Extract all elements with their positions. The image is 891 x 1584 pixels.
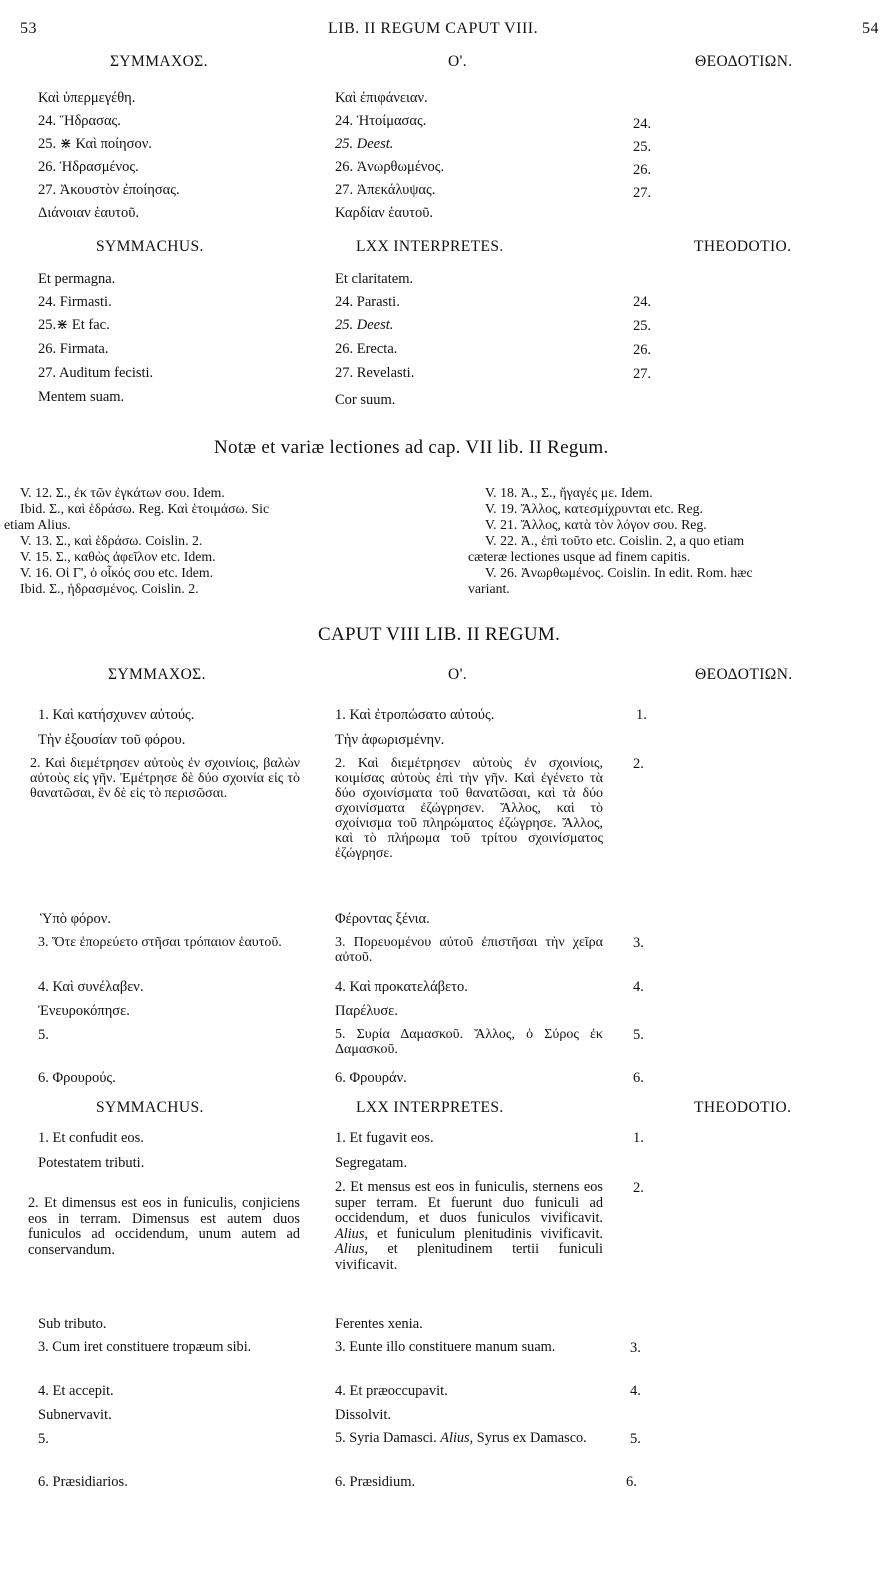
running-head: LIB. II REGUM CAPUT VIII. [328,20,539,37]
top-lxx-lat-line: 26. Erecta. [335,341,398,357]
top-sym-line: Καὶ ὑπερμεγέθη. [38,90,136,106]
ch-l-theo: 5. [630,1431,641,1447]
col-head-lxx-latin: LXX INTERPRETES. [356,238,504,255]
top-theo-line: 26. [633,162,652,178]
ch-g-sym: Τὴν ἐξουσίαν τοῦ φόρου. [38,732,186,748]
ch-l-lxx-text: , Syrus ex Damasco. [469,1430,587,1446]
top-sym-lat-line: 27. Auditum fecisti. [38,365,154,381]
ch-l-lxx: 6. Præsidium. [335,1474,416,1490]
note-right-line: V. 22. Ἀ., ἐπὶ τοῦτο etc. Coislin. 2, a quo etiam [485,533,745,548]
col-head-symmachus-latin: SYMMACHUS. [96,238,204,255]
ch-g-lxx: 1. Καὶ ἐτροπώσατο αὐτούς. [335,707,495,723]
ch-l-theo: 3. [630,1340,641,1356]
ch-g-theo: 6. [633,1070,644,1086]
top-sym-line: Διάνοιαν ἑαυτοῦ. [38,205,140,221]
col-head-theodotio-latin: THEODOTIO. [694,238,792,255]
ch-g-lxx: Παρέλυσε. [335,1003,398,1019]
top-sym-lat-line: Et permagna. [38,271,116,287]
ch-l-lxx: 4. Et præoccupavit. [335,1383,448,1399]
ch-g-theo: 3. [633,935,644,951]
col-head-lxx-greek: Ο'. [448,53,468,70]
ch-l-sym: Potestatem tributi. [38,1155,145,1171]
ch-g-sym: 4. Καὶ συνέλαβεν. [38,979,144,995]
ch-head-lxx-greek: Ο'. [448,666,468,683]
col-head-theodotion-greek: ΘΕΟΔΟΤΙΩΝ. [695,53,793,70]
top-lxx-line: 26. Ἀνωρθωμένος. [335,159,445,175]
ch-g-sym: Ὑπὸ φόρον. [40,911,111,927]
top-sym-line: 26. Ἡδρασμένος. [38,159,139,175]
ch-l-sym: Subnervavit. [38,1407,112,1423]
ch-head-lxx-latin: LXX INTERPRETES. [356,1099,504,1116]
ch-l-sym: 4. Et accepit. [38,1383,114,1399]
ch-g-sym: 6. Φρουρούς. [38,1070,116,1086]
ch-l-sym-para: 3. Cum iret constituere tropæum sibi. [38,1339,252,1355]
top-lxx-lat-line: Et claritatem. [335,271,414,287]
ch-g-lxx: Φέροντας ξένια. [335,911,430,927]
top-sym-lat-line: 24. Firmasti. [38,294,112,310]
ch-g-lxx-para: 5. Συρία Δαμασκοῦ. Ἄλλος, ὁ Σύρος ἐκ Δαμασκοῦ. [335,1027,603,1057]
top-theo-line: 25. [633,139,652,155]
page-number-right: 54 [862,20,879,37]
col-head-symmachus-greek: ΣΥΜΜΑΧΟΣ. [110,53,208,70]
ch-l-lxx-alius: Alius [335,1241,365,1257]
ch-l-lxx: Ferentes xenia. [335,1316,423,1332]
note-left-line: etiam Alius. [4,517,71,532]
ch-l-lxx: Dissolvit. [335,1407,391,1423]
ch-g-lxx-para: 3. Πορευομένου αὐτοῦ ἐπιστῆσαι τὴν χεῖρα αὐτοῦ. [335,935,603,965]
note-right-line: variant. [468,581,510,596]
top-lxx-line: Καρδίαν ἑαυτοῦ. [335,205,434,221]
note-right-line: V. 21. Ἄλλος, κατὰ τὸν λόγον σου. Reg. [485,517,707,532]
note-left-line: V. 12. Σ., ἐκ τῶν ἐγκάτων σου. Idem. [20,485,225,500]
ch-l-sym: 6. Præsidiarios. [38,1474,128,1490]
top-sym-lat-line: 25.⋇ Et fac. [38,317,110,333]
page-number-left: 53 [20,20,37,37]
ch-l-lxx-text: 2. Et mensus est eos in funiculis, sternens eos super terram. Et fuerunt duo funiculi ad occidendum, et duos funiculos vivificavit. [335,1179,603,1226]
ch-l-lxx: 1. Et fugavit eos. [335,1130,434,1146]
note-right-line: V. 26. Ἀνωρθωμένος. Coislin. In edit. Rom. hæc [485,565,753,580]
ch-g-sym-para: 2. Καὶ διεμέτρησεν αὐτοὺς ἐν σχοινίοις, βαλὼν αὐτοὺς εἰς γῆν. Ἐμέτρησε δὲ δύο σχοινία εἰς τὸ θανατῶσαι, ἓν δὲ εἰς τὸ περισῶσαι. [30,756,300,801]
top-lxx-lat-line: Cor suum. [335,392,396,408]
top-lxx-line: Καὶ ἐπιφάνειαν. [335,90,428,106]
ch-g-theo: 4. [633,979,644,995]
top-sym-lat-line: Mentem suam. [38,389,125,405]
notes-title: Notæ et variæ lectiones ad cap. VII lib. II Regum. [214,437,609,458]
note-left-line: V. 15. Σ., καθὼς ἀφεῖλον etc. Idem. [20,549,216,564]
ch-l-theo: 1. [633,1130,644,1146]
top-theo-line: 24. [633,116,652,132]
top-theo-line: 27. [633,185,652,201]
top-lxx-line: 24. Ἡτοίμασας. [335,113,427,129]
top-sym-line: 25. ⋇ Καὶ ποίησον. [38,136,152,152]
ch-l-lxx-text: 5. Syria Damasci. [335,1430,437,1446]
ch-head-theodotio-latin: THEODOTIO. [694,1099,792,1116]
top-sym-line: 24. Ἥδρασας. [38,113,121,129]
top-lxx-lat-line: 25. Deest. [335,317,394,333]
ch-l-lxx-text: , et plenitudinem tertii funiculi vivificavit. [335,1241,603,1273]
top-lxx-lat-line: 27. Revelasti. [335,365,415,381]
ch-l-lxx-alius: Alius [335,1225,365,1242]
top-theo-lat-line: 26. [633,342,652,358]
ch-l-lxx-para [335,1180,603,1273]
ch-l-theo: 2. [633,1180,644,1196]
ch-l-lxx-text: , et funiculum plenitudinis vivificavit. [364,1225,603,1242]
ch-l-lxx-alius: Alius [440,1430,470,1446]
chapter-title: CAPUT VIII LIB. II REGUM. [318,624,561,645]
ch-g-lxx-para: 2. Καὶ διεμέτρησεν αὐτοὺς ἐν σχοινίοις, κοιμίσας αὐτοὺς ἐπὶ τὴν γῆν. Καὶ ἐγένετο τὰ δύο σχοινίσματα τοῦ θανατῶσαι, καὶ τὰ δύο σχοινίσματα ἐζώγρησεν. Ἄλλος, καὶ τὸ σχοίνισμα τοῦ πληρώματος ἐζώγρησε. Ἄλλος, καὶ τὸ πλήρωμα τοῦ τρίτου σχοινίσματος ἐζώγρησε. [335,756,603,861]
ch-g-sym-para: 3. Ὅτε ἐπορεύετο στῆσαι τρόπαιον ἑαυτοῦ. [38,935,282,950]
top-theo-lat-line: 27. [633,366,652,382]
ch-g-lxx: 4. Καὶ προκατελάβετο. [335,979,468,995]
ch-l-lxx: Segregatam. [335,1155,408,1171]
top-lxx-line: 27. Ἀπεκάλυψας. [335,182,436,198]
top-theo-lat-line: 24. [633,294,652,310]
ch-g-sym: 1. Καὶ κατήσχυνεν αὐτούς. [38,707,195,723]
ch-g-theo: 5. [633,1027,644,1043]
top-sym-lat-line: 26. Firmata. [38,341,109,357]
ch-head-theodotion-greek: ΘΕΟΔΟΤΙΩΝ. [695,666,793,683]
top-lxx-lat-line: 24. Parasti. [335,294,400,310]
ch-l-lxx-para: 3. Eunte illo constituere manum suam. [335,1339,556,1355]
ch-l-lxx-para [335,1431,603,1447]
note-left-line: V. 13. Σ., καὶ ἑδράσω. Coislin. 2. [20,533,203,548]
ch-head-symmachus-latin: SYMMACHUS. [96,1099,204,1116]
ch-g-theo: 2. [633,756,644,772]
top-sym-line: 27. Ἀκουστὸν ἐποίησας. [38,182,180,198]
note-right-line: cæteræ lectiones usque ad finem capitis. [468,549,691,564]
ch-head-symmachus-greek: ΣΥΜΜΑΧΟΣ. [108,666,206,683]
ch-l-sym: Sub tributo. [38,1316,107,1332]
ch-l-sym: 1. Et confudit eos. [38,1130,144,1146]
ch-g-sym: Ἐνευροκόπησε. [38,1003,130,1019]
ch-l-theo: 4. [630,1383,641,1399]
ch-l-theo: 6. [626,1474,637,1490]
ch-l-sym: 5. [38,1431,49,1447]
ch-g-theo: 1. [636,707,647,723]
ch-g-sym: 5. [38,1027,49,1043]
ch-g-lxx: 6. Φρουράν. [335,1070,407,1086]
note-right-line: V. 19. Ἄλλος, κατεσμίχρυνται etc. Reg. [485,501,703,516]
note-right-line: V. 18. Ἀ., Σ., ἤγαγές με. Idem. [485,485,653,500]
top-theo-lat-line: 25. [633,318,652,334]
note-left-line: Ibid. Σ., ἡδρασμένος. Coislin. 2. [20,581,199,596]
ch-l-sym-para: 2. Et dimensus est eos in funiculis, conjiciens eos in terram. Dimensus est autem duos funiculos ad occidendum, unum autem ad conservandum. [28,1195,300,1258]
ch-g-lxx: Τὴν ἀφωρισμένην. [335,732,445,748]
note-left-line: V. 16. Οἱ Γ', ὁ οἶκός σου etc. Idem. [20,565,214,580]
note-left-line: Ibid. Σ., καὶ ἑδράσω. Reg. Καὶ ἑτοιμάσω. Sic [20,501,270,516]
top-lxx-line: 25. Deest. [335,136,394,152]
